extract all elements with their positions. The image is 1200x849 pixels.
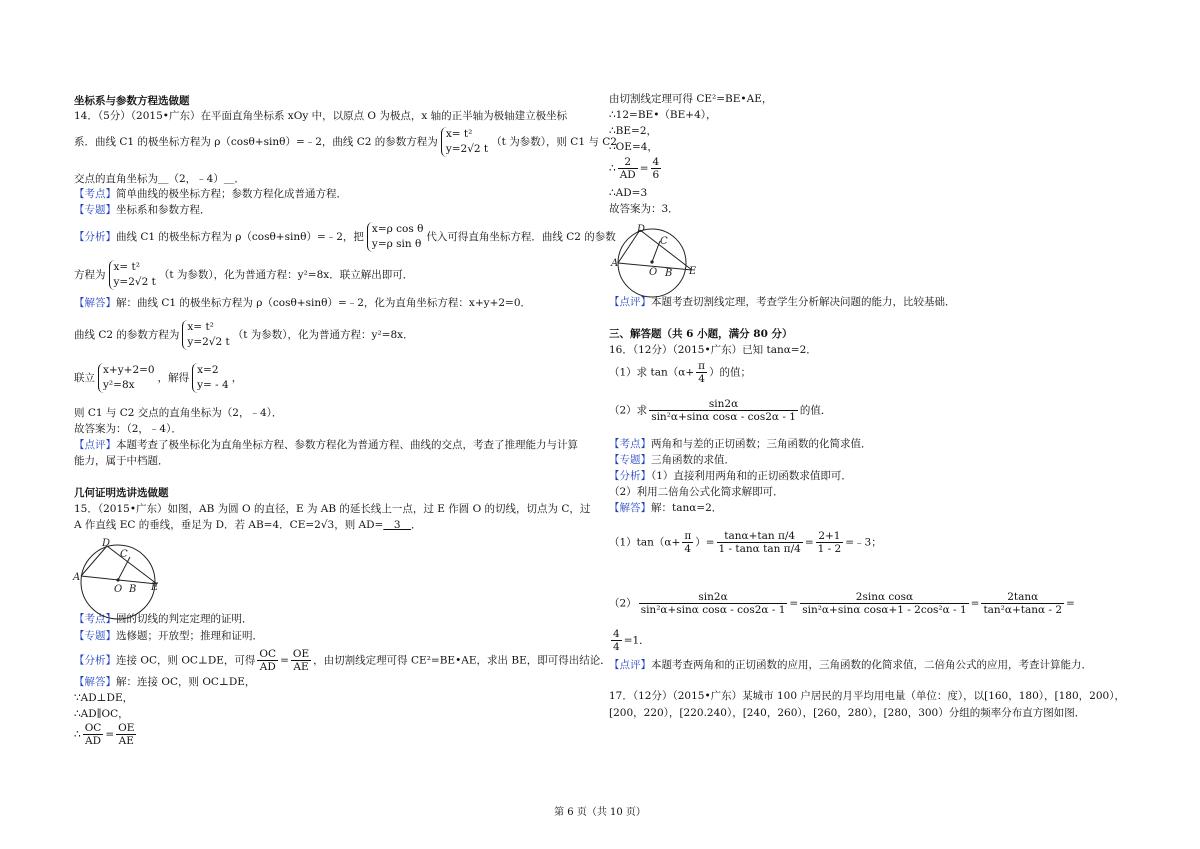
r-line7: 故答案为：3． [609, 203, 679, 215]
q14-zhuanti: 【专题】坐标系和参数方程． [74, 204, 211, 216]
q15-fenxi: 【分析】连接 OC，则 OC⊥DE，可得 $\frac{OC}{AD}$ = $\frac{OE}{AE}$ ，由切割线定理可得 CE²=BE•AE，求出 BE，即可得出结论． [74, 648, 611, 673]
q15-zhuanti: 【专题】选修题；开放型；推理和证明． [74, 630, 263, 642]
q17-line1: 17．（12分）（2015•广东）某城市 100 户居民的月平均用电量（单位：度），以[160，180），[180，200）， [609, 690, 1125, 702]
label-E: E [689, 266, 697, 277]
label-A: A [73, 572, 81, 583]
section-title-answers: 三、解答题（共 6 小题，满分 80 分） [609, 328, 793, 340]
q14-kaodian: 【考点】简单曲线的极坐标方程；参数方程化成普通方程． [74, 188, 347, 200]
q16-fenxi: 【分析】（1）直接利用两角和的正切函数求值即可． [609, 470, 852, 482]
q17-line2: [200，220），[220.240），[240，260），[260，280），[280，300）分组的频率分布直方图如图． [609, 707, 1086, 719]
section-title-geometry: 几何证明选讲选做题 [74, 487, 169, 499]
q14-jieda5: 故答案为：（2，﹣4）． [74, 423, 182, 435]
q14-jieda2: 曲线 C2 的参数方程为 x= t² y=2√2 t （t 为参数），化为普通方程：y²=8x． [74, 321, 414, 348]
label-C: C [660, 236, 668, 247]
q14-jieda4: 则 C1 与 C2 交点的直角坐标为（2，﹣4）． [74, 407, 283, 419]
polar-substitution-system: x=ρ cos θ y=ρ sin θ [367, 222, 423, 252]
q14-fenxi: 【分析】曲线 C1 的极坐标方程为 ρ（cosθ+sinθ）=﹣2，把 x=ρ cos θ y=ρ sin θ 代入可得直角坐标方程．曲线 C2 的参数 [74, 223, 616, 250]
q16-kaodian: 【考点】两角和与差的正切函数；三角函数的化简求值． [609, 438, 872, 450]
q14-line1: 14．（5分）（2015•广东）在平面直角坐标系 xOy 中，以原点 O 为极点，x 轴的正半轴为极轴建立极坐标 [74, 110, 568, 122]
q14-jieda3: 联立 x+y+2=0 y²=8x ，解得 x=2 y= - 4 ， [74, 364, 243, 391]
r-line4: ∴OE=4， [609, 141, 658, 153]
label-C: C [120, 549, 128, 560]
label-D: D [637, 224, 646, 235]
q16-part2: （2）求 $\frac{\sin 2\alpha}{\text{sin²α+sinα cosα - cos2α - 1}}$ 的值． [609, 398, 832, 423]
label-O: O [649, 267, 658, 278]
label-A: A [611, 258, 619, 269]
q16-step2: （2） $\frac{\sin 2\alpha}{\text{sin²α+sinα cosα - cos2α - 1}}$ = $\frac{\text{2sinα cosα}}{\text{sin²α+sinα cosα+1 - 2cos²α - 1}}$ = $\frac{2\tan\alpha}{\text{tan²α+tanα - 2}}$ = [609, 591, 1075, 616]
q15-line2: A 作直线 EC 的垂线，垂足为 D．若 AB=4．CE=2√3，则 AD=＿3＿． [74, 519, 422, 531]
r-ratio: ∴ $\frac{2}{AD}$ = $\frac{4}{6}$ [609, 156, 660, 181]
section-title-coordinate: 坐标系与参数方程选做题 [74, 95, 190, 107]
r-dianping: 【点评】本题考查切割线定理，考查学生分析解决问题的能力，比较基础． [609, 296, 956, 308]
q16-step1: （1）tan（α+ $\frac{\pi}{4}$ ）= $\frac{\text{tanα+tan π/4}}{\text{1 - tanα tan π/4}}$ = $\frac{2+1}{1 - 2}$ =﹣3； [609, 530, 882, 555]
q14-jieda: 【解答】解：曲线 C1 的极坐标方程为 ρ（cosθ+sinθ）=﹣2，化为直角坐标方程：x+y+2=0． [74, 297, 532, 309]
r-line6: ∴AD=3 [609, 187, 648, 199]
q15-jieda2: ∵AD⊥DE， [74, 692, 134, 704]
q15-jieda: 【解答】解：连接 OC，则 OC⊥DE， [74, 676, 256, 688]
r-line1: 由切割线定理可得 CE²=BE•AE， [609, 93, 773, 105]
q15-kaodian: 【考点】圆的切线的判定定理的证明． [74, 613, 253, 625]
q14-dianping2: 能力，属于中档题． [74, 455, 169, 467]
q14-fenxi-cont: 方程为 x= t² y=2√2 t （t 为参数），化为普通方程：y²=8x．联立解出即可． [74, 261, 414, 288]
q14-dianping: 【点评】本题考查了极坐标化为直角坐标方程、参数方程化为普通方程、曲线的交点，考查了推理能力与计算 [74, 439, 578, 451]
q14-line3: 交点的直角坐标为＿（2，﹣4）＿． [74, 173, 245, 185]
q16-jieda: 【解答】解：tanα=2． [609, 502, 723, 514]
page-footer: 第 6 页（共 10 页） [554, 807, 646, 818]
circle-o [81, 545, 155, 619]
label-B: B [129, 584, 137, 595]
q16-part1: （1）求 tan（α+ $\frac{\pi}{4}$ ）的值； [609, 360, 752, 385]
label-O: O [114, 584, 123, 595]
q15-jieda3: ∴AD∥OC， [74, 708, 129, 720]
q14-line2: 系．曲线 C1 的极坐标方程为 ρ（cosθ+sinθ）=﹣2，曲线 C2 的参数方程为 x= t² y=2√2 t （t 为参数），则 C1 与 C2 [74, 128, 617, 155]
param-system: x= t² y=2√2 t [441, 127, 488, 157]
label-D: D [102, 538, 111, 549]
q15-line1: 15．（2015•广东）如图，AB 为圆 O 的直径，E 为 AB 的延长线上一点，过 E 作圆 O 的切线，切点为 C，过 [74, 503, 591, 515]
r-line2: ∴12=BE•（BE+4）， [609, 109, 717, 121]
q15-ratio: ∴ $\frac{OC}{AD}$ = $\frac{OE}{AE}$ [74, 722, 135, 747]
q16-dianping: 【点评】本题考查两角和的正切函数的应用，三角函数的化简求值，二倍角公式的应用，考查计算能力． [609, 659, 1092, 671]
label-E: E [151, 582, 159, 593]
label-B: B [665, 268, 673, 279]
q16-fenxi2: （2）利用二倍角公式化简求解即可． [609, 486, 784, 498]
q16-line1: 16．（12分）（2015•广东）已知 tanα=2． [609, 344, 817, 356]
q16-zhuanti: 【专题】三角函数的求值． [609, 454, 735, 466]
q16-step3: $\frac{4}{4}$ =1． [613, 628, 650, 653]
r-line3: ∴BE=2， [609, 125, 658, 137]
